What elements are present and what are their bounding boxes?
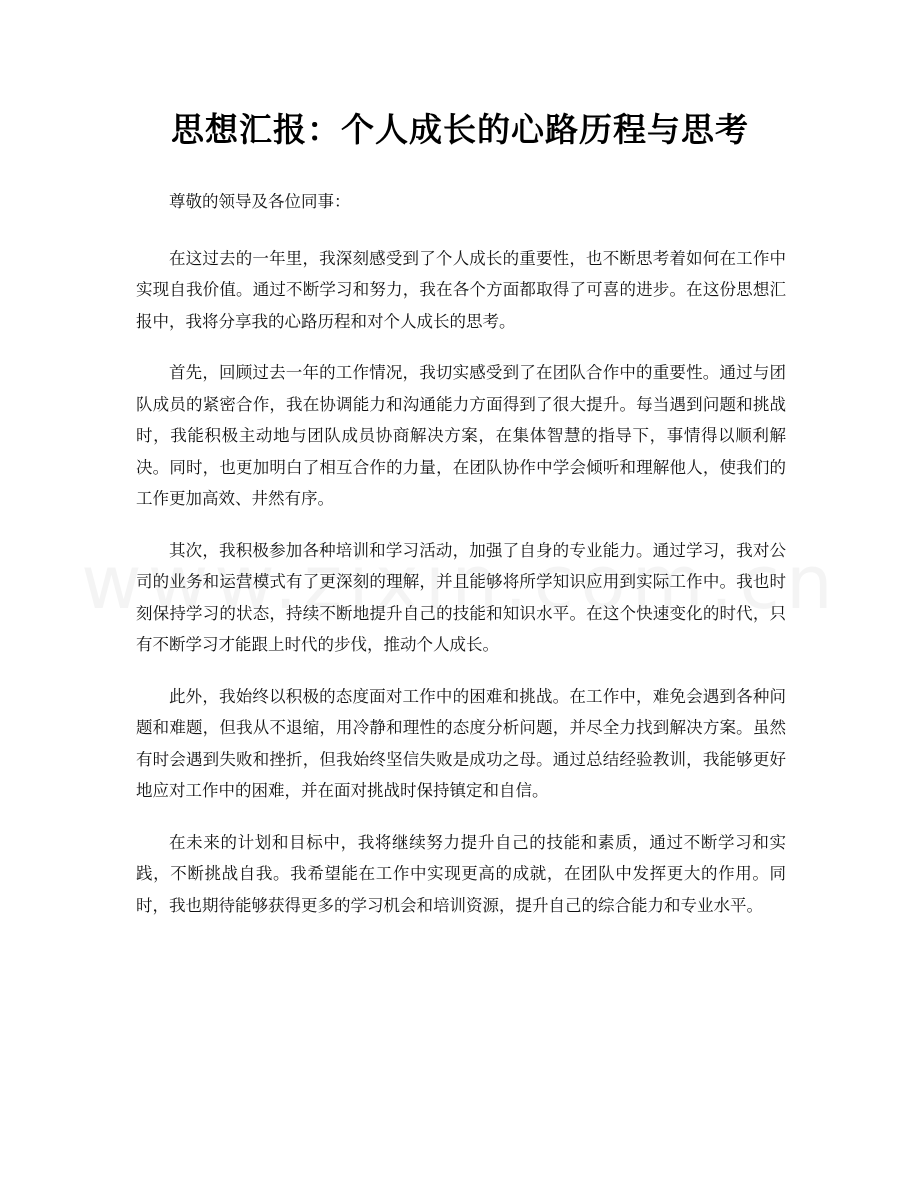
paragraph-2: 首先，回顾过去一年的工作情况，我切实感受到了在团队合作中的重要性。通过与团队成员的紧密合作，我在协调能力和沟通能力方面得到了很大提升。每当遇到问题和挑战时，我能积极主动地与团队成员协商解决方案，在集体智慧的指导下，事情得以顺利解决。同时，也更加明白了相互合作的力量，在团队协作中学会倾听和理解他人，使我们的工作更加高效、井然有序。 — [136, 363, 786, 508]
salutation: 尊敬的领导及各位同事： — [169, 192, 351, 211]
paragraph-3: 其次，我积极参加各种培训和学习活动，加强了自身的专业能力。通过学习，我对公司的业务和运营模式有了更深刻的理解，并且能够将所学知识应用到实际工作中。我也时刻保持学习的状态，持续不断地提升自己的技能和知识水平。在这个快速变化的时代，只有不断学习才能跟上时代的步伐，推动个人成长。 — [136, 540, 786, 654]
document-body — [136, 186, 786, 941]
paragraph-5: 在未来的计划和目标中，我将继续努力提升自己的技能和素质，通过不断学习和实践，不断挑战自我。我希望能在工作中实现更高的成就，在团队中发挥更大的作用。同时，我也期待能够获得更多的学习机会和培训资源，提升自己的综合能力和专业水平。 — [136, 832, 786, 915]
paragraph-4: 此外，我始终以积极的态度面对工作中的困难和挑战。在工作中，难免会遇到各种问题和难题，但我从不退缩，用冷静和理性的态度分析问题，并尽全力找到解决方案。虽然有时会遇到失败和挫折，但我始终坚信失败是成功之母。通过总结经验教训，我能够更好地应对工作中的困难，并在面对挑战时保持镇定和自信。 — [136, 686, 786, 800]
paragraph-1: 在这过去的一年里，我深刻感受到了个人成长的重要性，也不断思考着如何在工作中实现自我价值。通过不断学习和努力，我在各个方面都取得了可喜的进步。在这份思想汇报中，我将分享我的心路历程和对个人成长的思考。 — [136, 248, 786, 331]
page-title: 思想汇报：个人成长的心路历程与思考 — [171, 110, 749, 149]
